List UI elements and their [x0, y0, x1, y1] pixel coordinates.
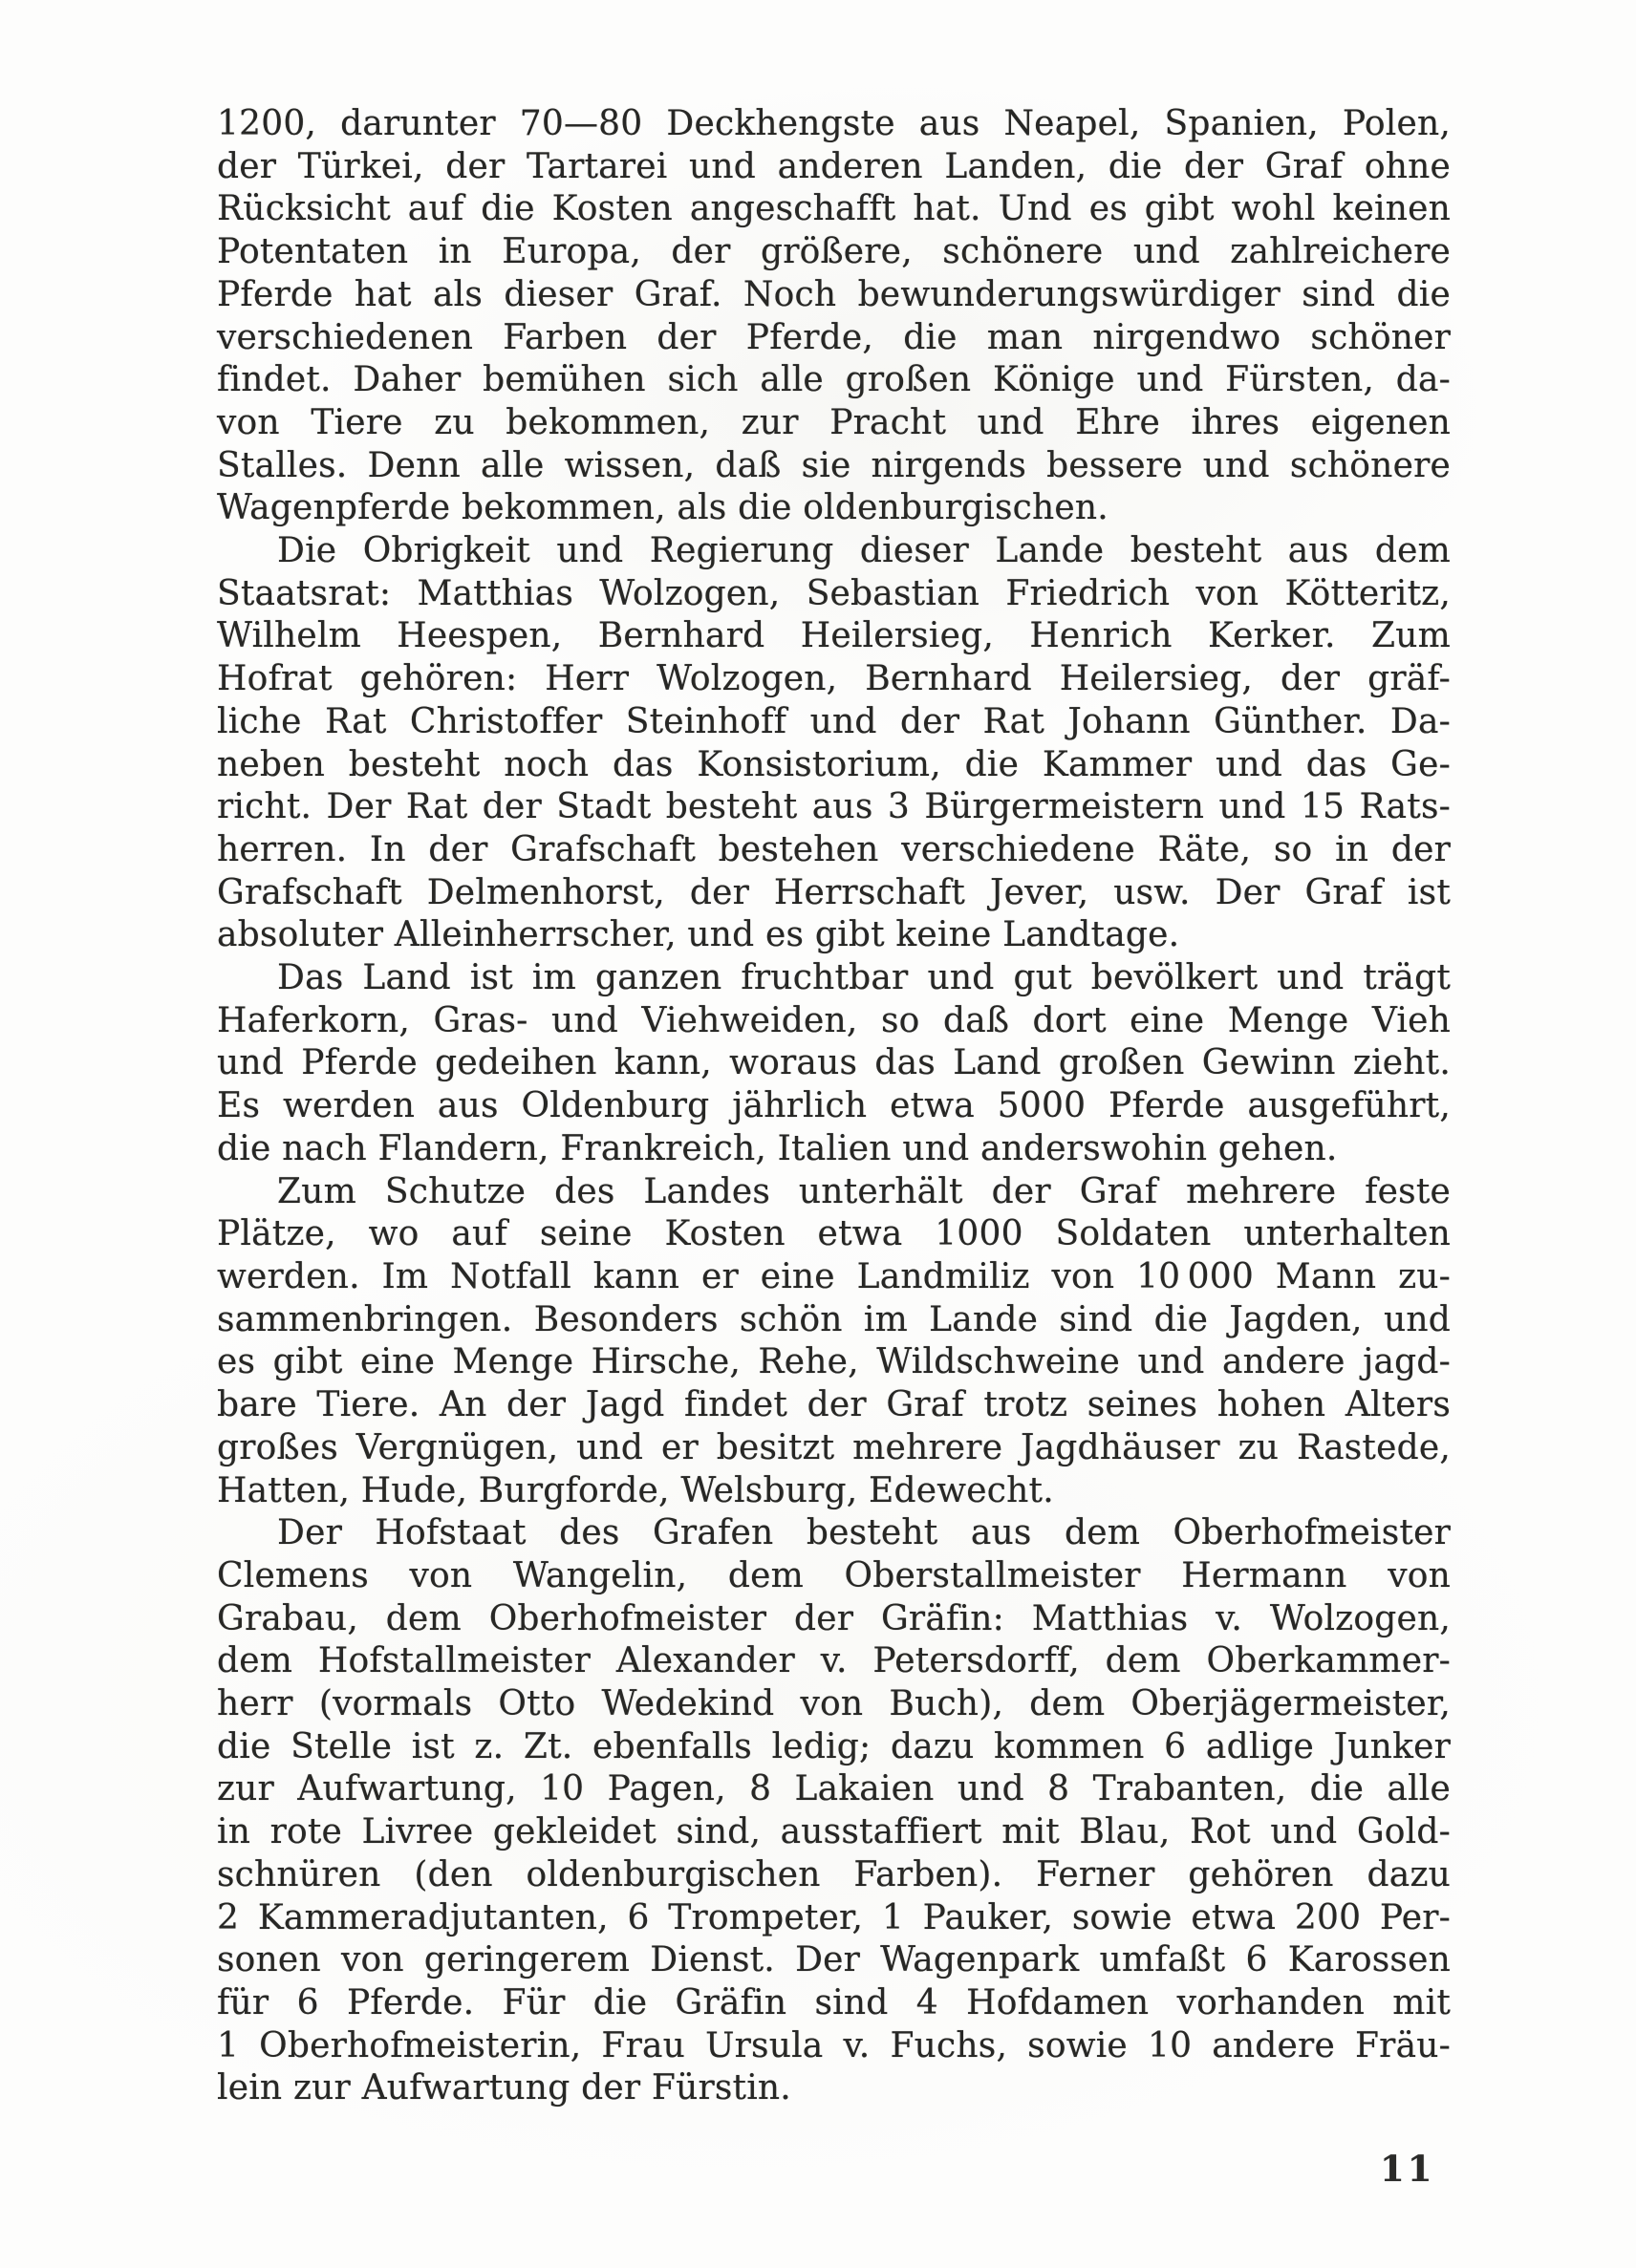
paragraph	[217, 1171, 1451, 1513]
text-line: schnüren (den oldenburgischen Farben). Ferner gehören dazu	[217, 1854, 1451, 1894]
paragraph	[217, 957, 1451, 1171]
text-line: Rücksicht auf die Kosten angeschafft hat. Und es gibt wohl keinen	[217, 189, 1451, 229]
text-line: Pferde hat als dieser Graf. Noch bewunderungswürdiger sind die	[217, 274, 1451, 314]
paragraph	[217, 103, 1451, 530]
text-line: großes Vergnügen, und er besitzt mehrere Jagdhäuser zu Rastede,	[217, 1427, 1451, 1467]
text-line: für 6 Pferde. Für die Gräfin sind 4 Hofdamen vorhanden mit	[217, 1982, 1451, 2022]
text-line: zur Aufwartung, 10 Pagen, 8 Lakaien und 8 Trabanten, die alle	[217, 1769, 1451, 1809]
text-line: Grabau, dem Oberhofmeister der Gräfin: Matthias v. Wolzogen,	[217, 1598, 1451, 1638]
text-line: sammenbringen. Besonders schön im Lande sind die Jagden, und	[217, 1299, 1451, 1339]
paragraph	[217, 1512, 1451, 2110]
text-line: herr (vormals Otto Wedekind von Buch), dem Oberjägermeister,	[217, 1684, 1451, 1724]
text-line: Der Hofstaat des Grafen besteht aus dem Oberhofmeister	[277, 1513, 1451, 1553]
text-line: von Tiere zu bekommen, zur Pracht und Ehre ihres eigenen	[217, 402, 1451, 442]
text-line: Zum Schutze des Landes unterhält der Graf mehrere feste	[277, 1171, 1451, 1211]
text-line: Wagenpferde bekommen, als die oldenburgischen.	[217, 488, 1109, 528]
text-line: Clemens von Wangelin, dem Oberstallmeister Hermann von	[217, 1555, 1451, 1595]
text-line: bare Tiere. An der Jagd findet der Graf trotz seines hohen Alters	[217, 1385, 1451, 1425]
text-line: Potentaten in Europa, der größere, schönere und zahlreichere	[217, 232, 1451, 272]
text-line: verschiedenen Farben der Pferde, die man nirgendwo schöner	[217, 317, 1451, 357]
text-line: in rote Livree gekleidet sind, ausstaffiert mit Blau, Rot und Gold-	[217, 1812, 1451, 1852]
text-line: findet. Daher bemühen sich alle großen Könige und Fürsten, da-	[217, 360, 1451, 400]
text-line: Haferkorn, Gras- und Viehweiden, so daß dort eine Menge Vieh	[217, 1000, 1451, 1040]
text-line: herren. In der Grafschaft bestehen verschiedene Räte, so in der	[217, 829, 1451, 869]
text-line: Das Land ist im ganzen fruchtbar und gut bevölkert und trägt	[277, 958, 1451, 998]
page-text-block	[217, 103, 1451, 2110]
text-line: die Stelle ist z. Zt. ebenfalls ledig; dazu kommen 6 adlige Junker	[217, 1726, 1451, 1766]
text-line: dem Hofstallmeister Alexander v. Petersdorff, dem Oberkammer-	[217, 1641, 1451, 1681]
text-line: die nach Flandern, Frankreich, Italien und anderswohin gehen.	[217, 1128, 1338, 1168]
text-line: werden. Im Notfall kann er eine Landmiliz von 10 000 Mann zu-	[217, 1256, 1451, 1296]
page-number: 11	[1380, 2148, 1435, 2190]
text-line: 2 Kammeradjutanten, 6 Trompeter, 1 Pauker, sowie etwa 200 Per-	[217, 1897, 1451, 1937]
text-line: der Türkei, der Tartarei und anderen Landen, die der Graf ohne	[217, 146, 1451, 186]
text-line: absoluter Alleinherrscher, und es gibt keine Landtage.	[217, 915, 1180, 955]
text-line: Hofrat gehören: Herr Wolzogen, Bernhard Heilersieg, der gräf-	[217, 659, 1451, 699]
text-line: Wilhelm Heespen, Bernhard Heilersieg, Henrich Kerker. Zum	[217, 616, 1451, 656]
text-line: neben besteht noch das Konsistorium, die Kammer und das Ge-	[217, 744, 1451, 784]
text-line: liche Rat Christoffer Steinhoff und der Rat Johann Günther. Da-	[217, 701, 1451, 741]
text-line: Es werden aus Oldenburg jährlich etwa 5000 Pferde ausgeführt,	[217, 1086, 1451, 1126]
text-line: 1 Oberhofmeisterin, Frau Ursula v. Fuchs, sowie 10 andere Fräu-	[217, 2025, 1451, 2065]
text-line: sonen von geringerem Dienst. Der Wagenpark umfaßt 6 Karossen	[217, 1940, 1451, 1980]
paragraph	[217, 530, 1451, 957]
text-line: lein zur Aufwartung der Fürstin.	[217, 2068, 791, 2108]
text-line: Stalles. Denn alle wissen, daß sie nirgends bessere und schönere	[217, 445, 1451, 485]
text-line: Grafschaft Delmenhorst, der Herrschaft Jever, usw. Der Graf ist	[217, 872, 1451, 912]
text-line: und Pferde gedeihen kann, woraus das Land großen Gewinn zieht.	[217, 1043, 1451, 1083]
text-line: Staatsrat: Matthias Wolzogen, Sebastian Friedrich von Kötteritz,	[217, 573, 1451, 613]
text-line: Plätze, wo auf seine Kosten etwa 1000 Soldaten unterhalten	[217, 1214, 1451, 1254]
text-line: richt. Der Rat der Stadt besteht aus 3 Bürgermeistern und 15 Rats-	[217, 787, 1451, 827]
text-line: 1200, darunter 70—80 Deckhengste aus Neapel, Spanien, Polen,	[217, 104, 1451, 143]
text-line: Hatten, Hude, Burgforde, Welsburg, Edewecht.	[217, 1470, 1054, 1510]
text-line: es gibt eine Menge Hirsche, Rehe, Wildschweine und andere jagd-	[217, 1342, 1451, 1382]
text-line: Die Obrigkeit und Regierung dieser Lande besteht aus dem	[277, 531, 1451, 571]
